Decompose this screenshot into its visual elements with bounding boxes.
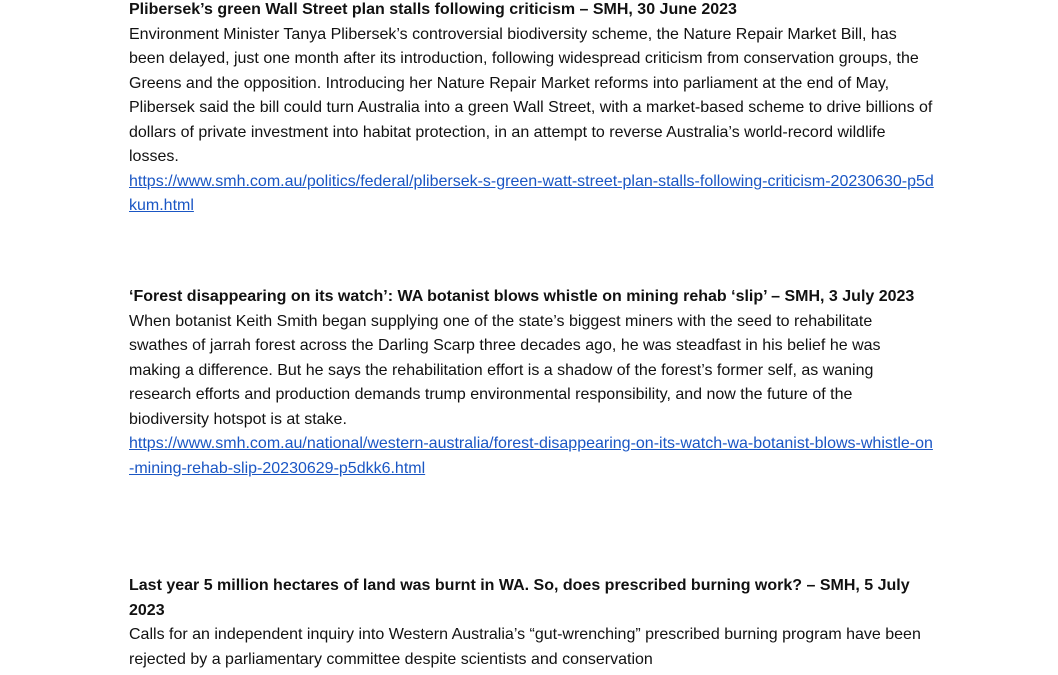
article-title: Last year 5 million hectares of land was burnt in WA. So, does prescribed burning work? – SMH, 5 July 2023 — [129, 577, 910, 619]
article-title: ‘Forest disappearing on its watch’: WA botanist blows whistle on mining rehab ‘slip’ – SMH, 3 July 2023 — [129, 288, 915, 305]
article-summary: Environment Minister Tanya Plibersek’s controversial biodiversity scheme, the Nature Repair Market Bill, has been delayed, just one month after its introduction, following widespread criticism from conservation groups, the Greens and the opposition. Introducing her Nature Repair Market reforms into parliament at the end of May, Plibersek said the bill could turn Australia into a green Wall Street, with a market-based scheme to drive billions of dollars of private investment into habitat protection, in an attempt to reverse Australia’s world-record wildlife losses. — [129, 25, 933, 165]
article-summary: Calls for an independent inquiry into Western Australia’s “gut-wrenching” prescribed burning program have been rejected by a parliamentary committee despite scientists and conservation — [129, 626, 921, 668]
article-link[interactable]: https://www.smh.com.au/national/western-australia/forest-disappearing-on-its-watch-wa-botanist-blows-whistle-on-mining-rehab-slip-20230629-p5dkk6.html — [129, 435, 933, 477]
article-forest — [129, 285, 934, 481]
article-summary: When botanist Keith Smith began supplying one of the state’s biggest miners with the seed to rehabilitate swathes of jarrah forest across the Darling Scarp three decades ago, he was steadfast in his belief he was making a difference. But he says the rehabilitation effort is a shadow of the forest’s former self, as waning research efforts and production demands trump environmental responsibility, and now the future of the biodiversity hotspot is at stake. — [129, 312, 881, 428]
article-title: Plibersek’s green Wall Street plan stalls following criticism – SMH, 30 June 2023 — [129, 1, 737, 18]
article-prescribed-burning — [129, 574, 934, 672]
article-plibersek — [129, 0, 934, 219]
article-link[interactable]: https://www.smh.com.au/politics/federal/plibersek-s-green-watt-street-plan-stalls-following-criticism-20230630-p5dkum.html — [129, 172, 934, 214]
